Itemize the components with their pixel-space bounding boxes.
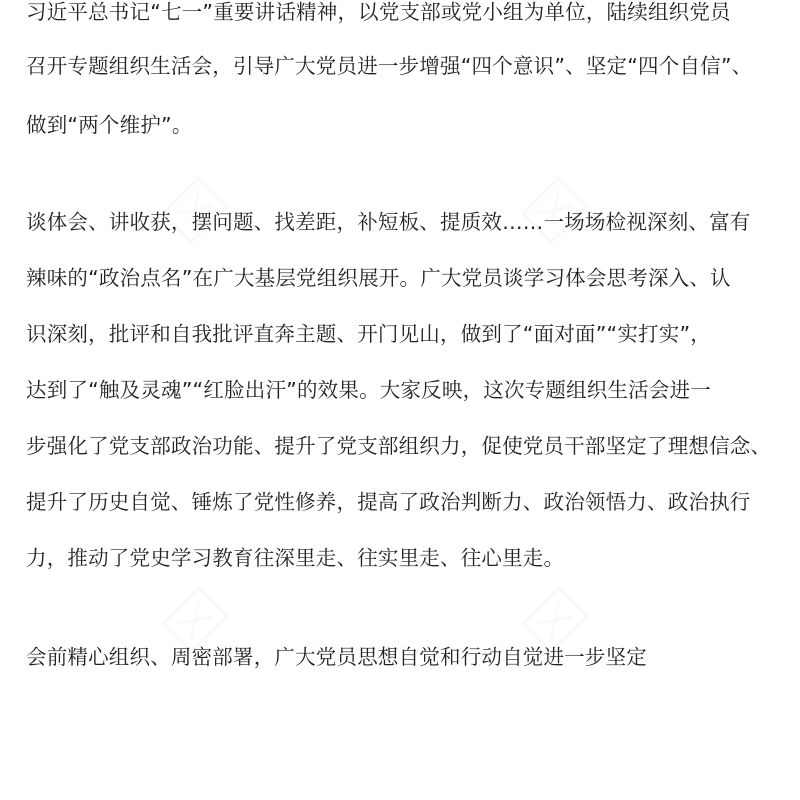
paragraph-line: 习近平总书记“七一”重要讲话精神，以党支部或党小组为单位，陆续组织党员 [26, 0, 731, 24]
paragraph-line: 达到了“触及灵魂”“红脸出汗”的效果。大家反映，这次专题组织生活会进一 [26, 378, 711, 402]
paragraph-line: 辣味的“政治点名”在广大基层党组织展开。广大党员谈学习体会思考深入、认 [26, 266, 731, 290]
paragraph-line: 召开专题组织生活会，引导广大党员进一步增强“四个意识”、坚定“四个自信”、 [26, 54, 753, 78]
paragraph-line: 步强化了党支部政治功能、提升了党支部组织力，促使党员干部坚定了理想信念、 [26, 434, 772, 458]
paragraph-line: 识深刻，批评和自我批评直奔主题、开门见山，做到了“面对面”“实打实”， [26, 322, 711, 346]
paragraph-line: 做到“两个维护”。 [26, 113, 193, 137]
paragraph-line: 谈体会、讲收获，摆问题、找差距，补短板、提质效……一场场检视深刻、富有 [26, 210, 751, 234]
paragraph-line: 提升了历史自觉、锤炼了党性修养，提高了政治判断力、政治领悟力、政治执行 [26, 490, 751, 514]
paragraph-line: 力，推动了党史学习教育往深里走、往实里走、往心里走。 [26, 546, 565, 570]
paragraph-line: 会前精心组织、周密部署，广大党员思想自觉和行动自觉进一步坚定 [26, 645, 647, 669]
